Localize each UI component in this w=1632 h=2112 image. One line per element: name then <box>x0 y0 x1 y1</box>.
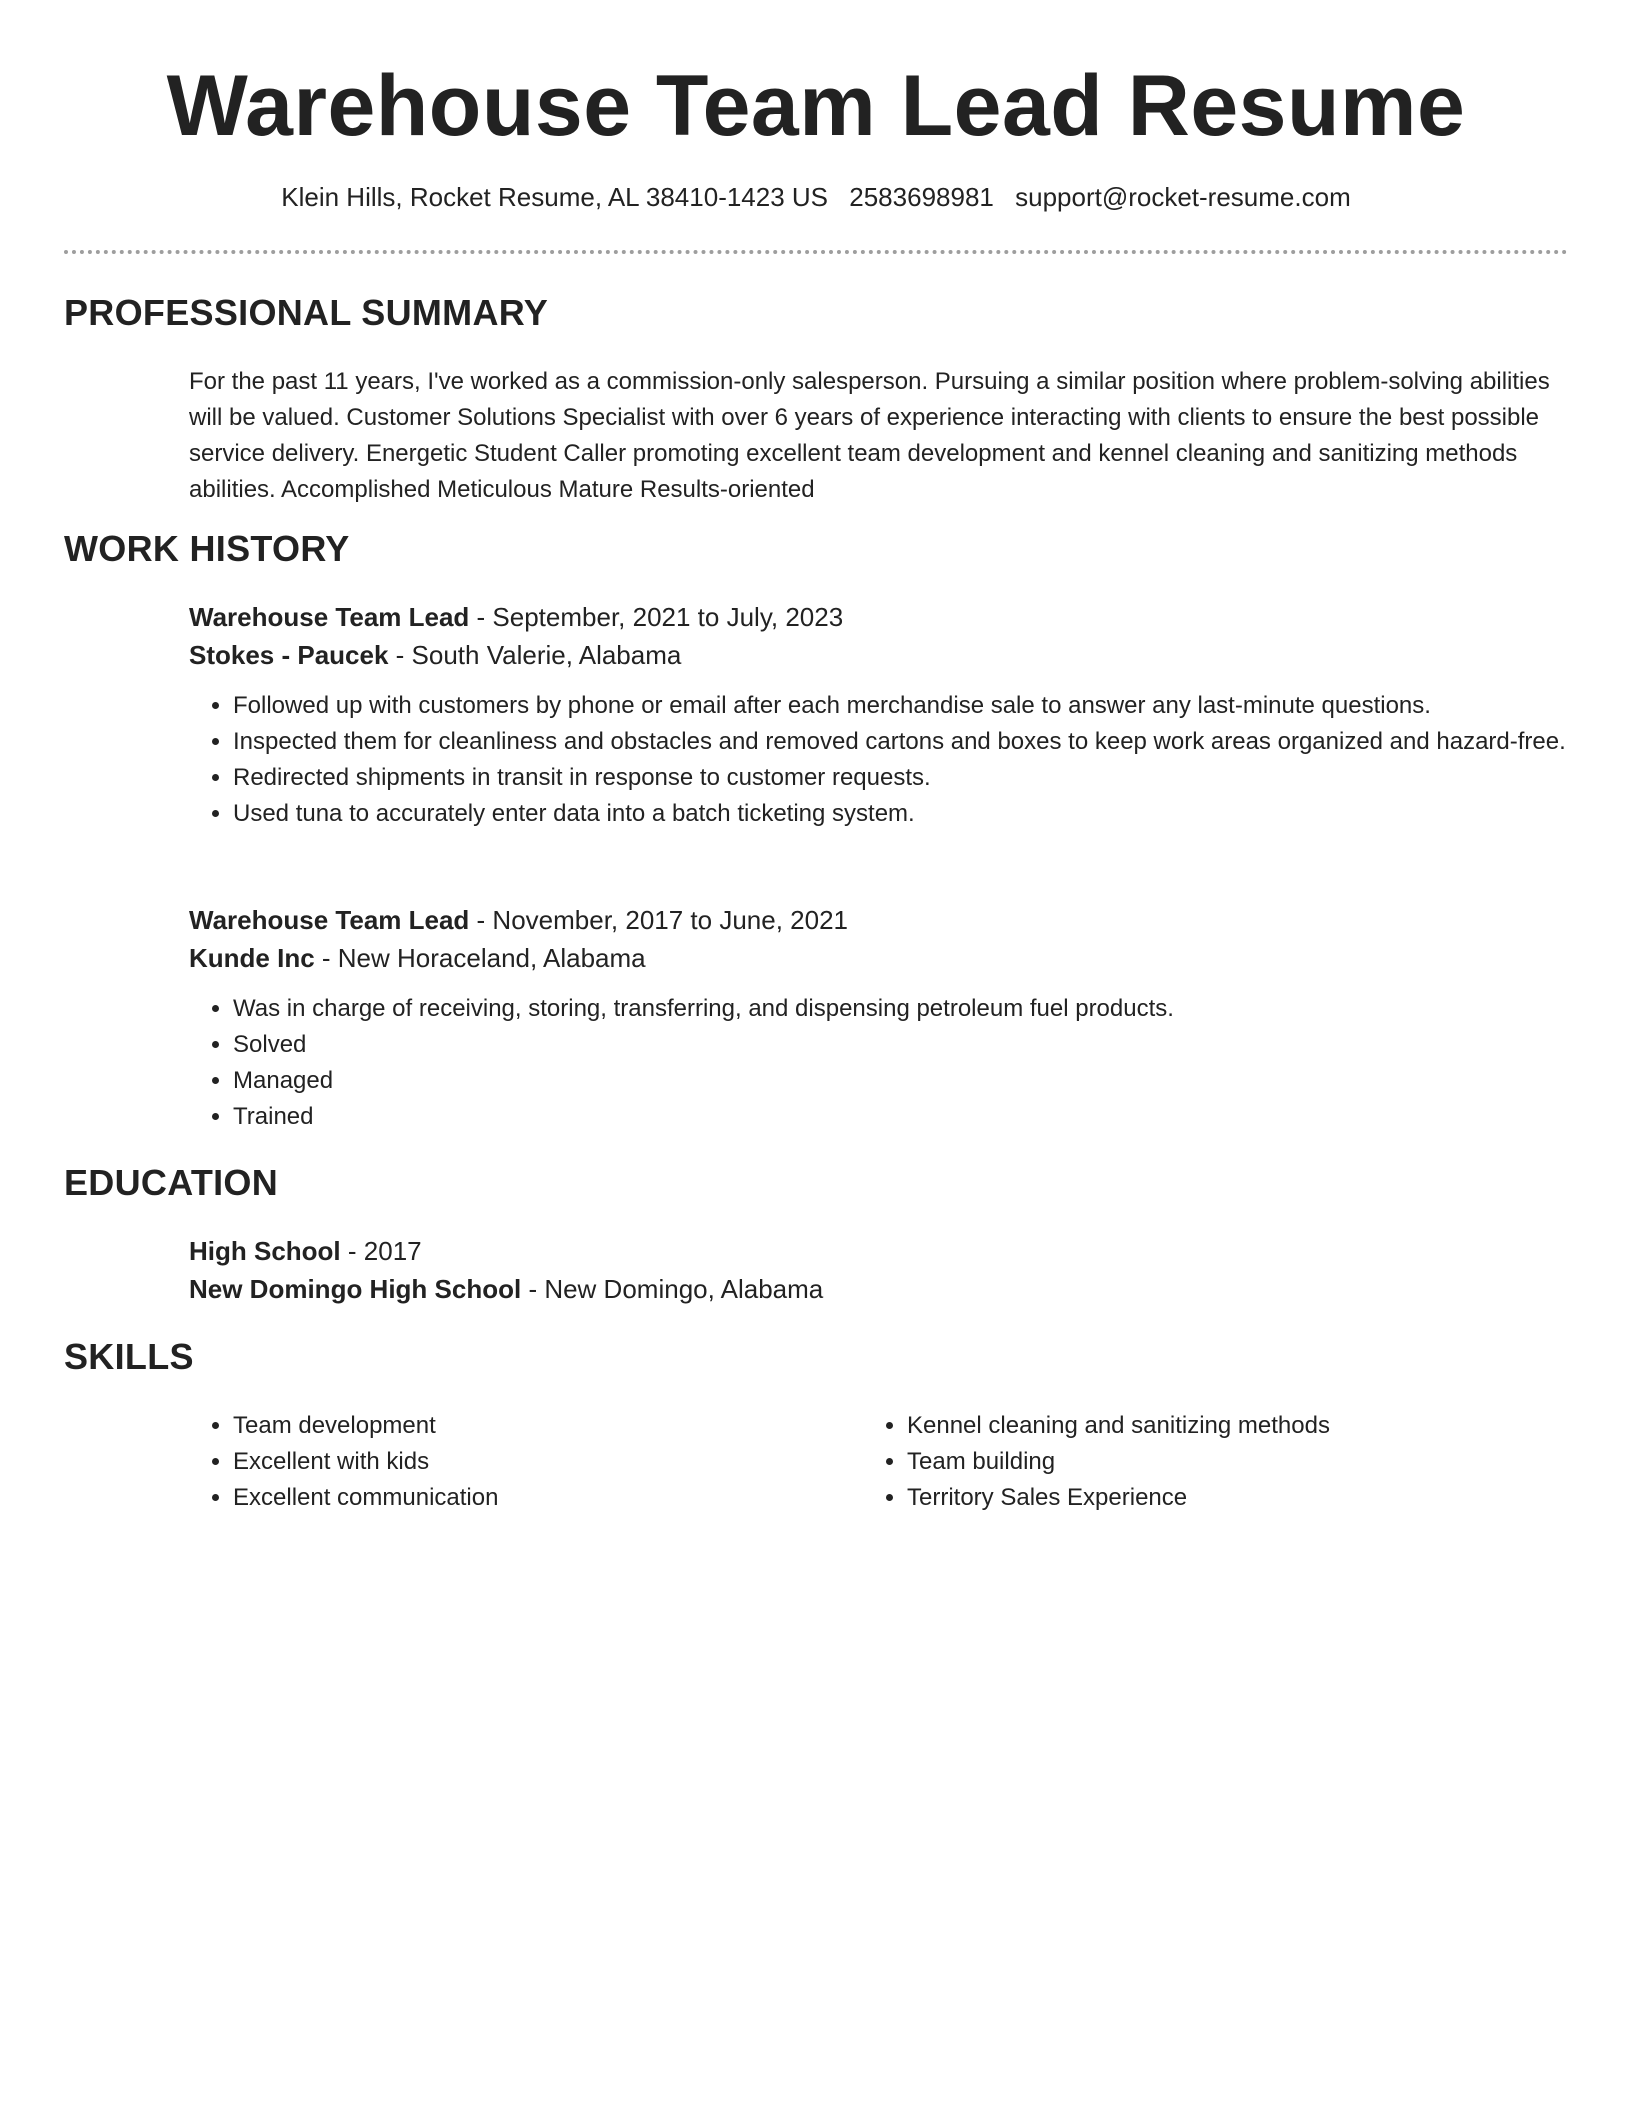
job-bullet: • Inspected them for cleanliness and obstacles and removed cartons and boxes to keep work areas organized and hazard-free. <box>233 724 1569 760</box>
job-title: Warehouse Team Lead <box>189 905 470 935</box>
job-bullet: • Used tuna to accurately enter data into a batch ticketing system. <box>233 796 1569 832</box>
education-degree-line <box>189 1232 1569 1270</box>
job-bullet: • Managed <box>233 1063 1569 1099</box>
skill-item: • Territory Sales Experience <box>907 1480 1537 1516</box>
skills-list <box>189 1408 1569 1516</box>
job-bullet: • Was in charge of receiving, storing, transferring, and dispensing petroleum fuel products. <box>233 991 1569 1027</box>
skills-column-right <box>863 1408 1537 1516</box>
contact-line <box>0 182 1632 213</box>
education-entry <box>189 1232 1569 1308</box>
education-degree: High School <box>189 1236 341 1266</box>
education-school: New Domingo High School <box>189 1274 522 1304</box>
summary-heading: PROFESSIONAL SUMMARY <box>64 292 549 333</box>
education-school-line <box>189 1270 1569 1308</box>
job-location: - South Valerie, Alabama <box>388 640 682 670</box>
skill-item: • Excellent with kids <box>233 1444 863 1480</box>
job-title-line <box>189 901 1569 939</box>
education-year: - 2017 <box>340 1236 422 1266</box>
job-dates: - September, 2021 to July, 2023 <box>469 602 844 632</box>
skill-item: • Team building <box>907 1444 1537 1480</box>
job-bullet: • Redirected shipments in transit in response to customer requests. <box>233 760 1569 796</box>
summary-text: For the past 11 years, I've worked as a commission-only salesperson. Pursuing a similar position where problem-solving abilities will be valued. Customer Solutions Specialist with over 6 years of experience interacting with clients to ensure the best possible service delivery. Energetic Student Caller promoting excellent team development and kennel cleaning and sanitizing methods abilities. Accomplished Meticulous Mature Results-oriented <box>189 368 1550 503</box>
job-title: Warehouse Team Lead <box>189 602 470 632</box>
skill-item: • Excellent communication <box>233 1480 863 1516</box>
work-history-heading: WORK HISTORY <box>64 528 350 569</box>
job-company-line <box>189 939 1569 977</box>
job-entry <box>189 598 1569 832</box>
contact-phone: 2583698981 <box>849 182 994 212</box>
job-bullets <box>189 991 1569 1135</box>
skill-item: • Team development <box>233 1408 863 1444</box>
resume-title: Warehouse Team Lead Resume <box>166 58 1466 154</box>
job-company-line <box>189 636 1569 674</box>
skill-item: • Kennel cleaning and sanitizing methods <box>907 1408 1537 1444</box>
job-bullet: • Trained <box>233 1099 1569 1135</box>
skills-heading: SKILLS <box>64 1336 194 1377</box>
header-divider <box>64 250 1568 254</box>
education-heading: EDUCATION <box>64 1162 279 1203</box>
job-bullet: • Followed up with customers by phone or email after each merchandise sale to answer any last-minute questions. <box>233 688 1569 724</box>
job-company: Stokes - Paucek <box>189 640 389 670</box>
job-location: - New Horaceland, Alabama <box>314 943 646 973</box>
contact-email: support@rocket-resume.com <box>1015 182 1351 212</box>
education-location: - New Domingo, Alabama <box>521 1274 824 1304</box>
job-bullet: • Solved <box>233 1027 1569 1063</box>
skills-column-left <box>189 1408 863 1516</box>
job-dates: - November, 2017 to June, 2021 <box>469 905 849 935</box>
job-bullets <box>189 688 1569 832</box>
contact-address: Klein Hills, Rocket Resume, AL 38410-1423 US <box>281 182 829 212</box>
job-entry <box>189 901 1569 1135</box>
job-title-line <box>189 598 1569 636</box>
job-company: Kunde Inc <box>189 943 315 973</box>
